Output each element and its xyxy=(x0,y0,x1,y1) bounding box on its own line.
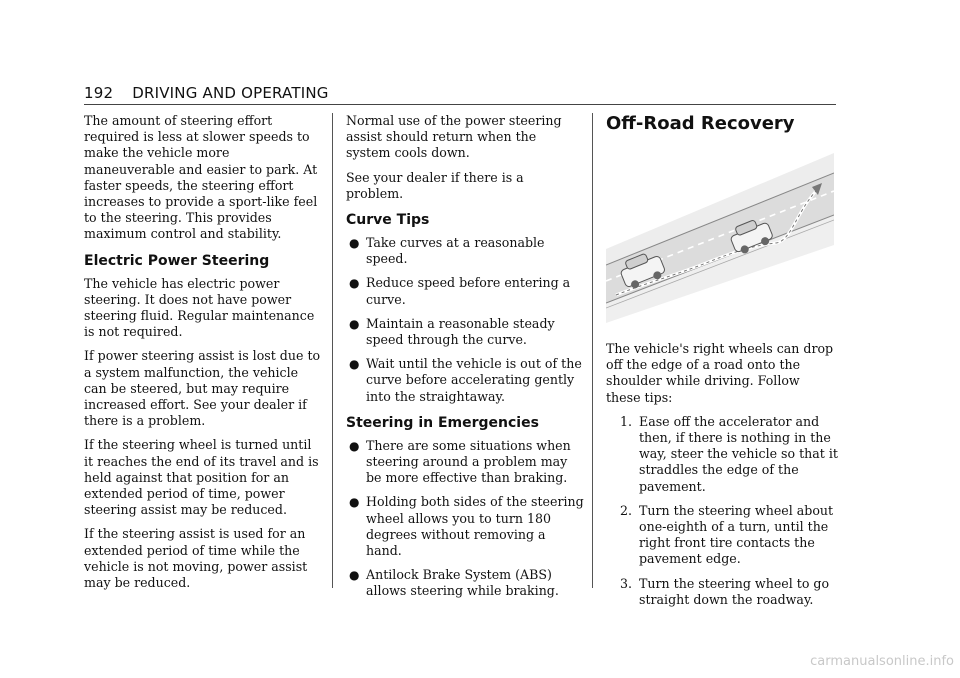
curve-tips-heading: Curve Tips xyxy=(346,212,430,229)
watermark: carmanualsonline.info xyxy=(810,654,954,669)
eps-paragraph: If the steering assist is used for an extended period of time while the vehicle is not moving, power assist may be reduced. xyxy=(84,526,308,591)
list-item: ● There are some situations when steering around a problem may be more effective than braking. xyxy=(349,437,571,486)
bullet-icon: ● xyxy=(349,568,360,583)
eps-heading: Electric Power Steering xyxy=(84,252,270,269)
bullet-icon: ● xyxy=(349,276,360,291)
off-road-intro-paragraph: The vehicle's right wheels can drop off the edge of a road onto the shoulder while driving. Follow these tips: xyxy=(606,341,834,405)
eps-paragraph: The vehicle has electric power steering. It does not have power steering fluid. Regular maintenance is not required. xyxy=(84,275,315,340)
list-item: ● Reduce speed before entering a curve. xyxy=(349,275,571,307)
list-item: 1. Ease off the accelerator and then, if there is nothing in the way, steer the vehicle so that it straddles the edge of the pavement. xyxy=(620,413,838,494)
step-number: 1. xyxy=(620,413,633,429)
off-road-recovery-heading: Off-Road Recovery xyxy=(606,113,795,134)
list-item: 3. Turn the steering wheel to go straight down the roadway. xyxy=(620,575,830,607)
list-item: 2. Turn the steering wheel about one-eighth of a turn, until the right front tire contacts the pavement edge. xyxy=(620,502,834,567)
bullet-icon: ● xyxy=(349,357,360,372)
step-number: 2. xyxy=(620,502,633,518)
list-item: ● Take curves at a reasonable speed. xyxy=(349,235,545,267)
emergencies-list xyxy=(346,438,584,600)
list-item: ● Wait until the vehicle is out of the curve before accelerating gently into the straightaway. xyxy=(349,356,582,404)
off-road-recovery-illustration xyxy=(606,153,834,323)
header-divider xyxy=(84,104,836,105)
bullet-icon: ● xyxy=(349,438,360,453)
page-header xyxy=(84,84,836,102)
curve-tips-list xyxy=(346,235,584,405)
column-left xyxy=(84,113,324,599)
column-middle xyxy=(346,113,584,608)
emergencies-heading: Steering in Emergencies xyxy=(346,414,539,431)
column-divider xyxy=(592,113,593,588)
bullet-icon: ● xyxy=(349,495,360,510)
section-title: DRIVING AND OPERATING xyxy=(132,84,329,102)
list-item: ● Holding both sides of the steering wheel allows you to turn 180 degrees without removing a hand. xyxy=(349,494,584,559)
steering-effort-paragraph: The amount of steering effort required is less at slower speeds to make the vehicle more maneuverable and easier to park. At faster speeds, the steering effort increases to provide a sport-like feel to the steering. This provides maximum control and stability. xyxy=(84,113,318,242)
page-number: 192 xyxy=(84,84,114,102)
list-item: ● Antilock Brake System (ABS) allows steering while braking. xyxy=(349,567,559,599)
body-paragraph: See your dealer if there is a problem. xyxy=(346,169,524,201)
step-number: 3. xyxy=(620,575,633,591)
body-paragraph: Normal use of the power steering assist should return when the system cools down. xyxy=(346,113,562,161)
recovery-steps-list xyxy=(606,414,838,608)
eps-paragraph: If the steering wheel is turned until it reaches the end of its travel and is held against that position for an extended period of time, power steering assist may be reduced. xyxy=(84,437,319,518)
list-item: ● Maintain a reasonable steady speed through the curve. xyxy=(349,315,555,348)
column-divider xyxy=(332,113,333,588)
column-right xyxy=(606,113,838,616)
bullet-icon: ● xyxy=(349,316,360,331)
eps-paragraph: If power steering assist is lost due to a system malfunction, the vehicle can be steered, but may require increased effort. See your dealer if there is a problem. xyxy=(84,348,321,429)
bullet-icon: ● xyxy=(349,236,360,251)
